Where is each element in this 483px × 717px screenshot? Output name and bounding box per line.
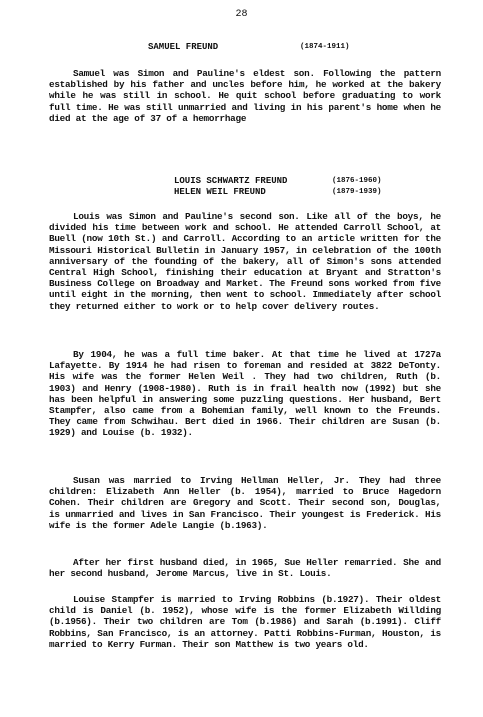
louis-paragraph-3: Susan was married to Irving Hellman Heller, Jr. They had three children: Elizabeth Ann Heller (b. 1954), married to Bruce Hagedorn Cohen. Their children are Gregory and Scott. Their second son, Douglas, is unmarried and lives in San Francisco. Their youngest is Frederick. His wife is the former Adele Langie (b.1963). xyxy=(49,475,441,531)
louis-paragraph-5: Louise Stampfer is married to Irving Robbins (b.1927). Their oldest child is Daniel (b. 1952), whose wife is the former Elizabeth Willding (b.1956). Their two children are Tom (b.1986) and Sarah (b.1991). Cliff Robbins, San Francisco, is an attorney. Patti Robbins-Furman, Houston, is married to Kerry Furman. Their son Matthew is two years old. xyxy=(49,594,441,650)
samuel-name: SAMUEL FREUND xyxy=(148,42,219,52)
louis-paragraph-1: Louis was Simon and Pauline's second son. Like all of the boys, he divided his time between work and school. He attended Carroll School, at Buell (now 10th St.) and Carroll. According to an article written for the Missouri Historical Bulletin in January 1957, in celebration of the 100th anniversary of the founding of the bakery, all of Simon's sons attended Central High School, finishing their education at Bryant and Stratton's Business College on Broadway and Market. The Freund sons worked from five until eight in the morning, then went to school. Immediately after school they returned either to work or to help cover delivery routes. xyxy=(49,211,441,312)
louis-dates: (1876-1960) xyxy=(332,177,382,185)
page-number: 28 xyxy=(235,9,248,20)
helen-name: HELEN WEIL FREUND xyxy=(174,187,266,197)
louis-name: LOUIS SCHWARTZ FREUND xyxy=(174,176,288,186)
samuel-dates: (1874-1911) xyxy=(300,43,350,51)
helen-dates: (1879-1939) xyxy=(332,188,382,196)
louis-paragraph-2: By 1904, he was a full time baker. At that time he lived at 1727a Lafayette. By 1914 he had risen to foreman and resided at 3822 DeTonty. His wife was the former Helen Weil . They had two children, Ruth (b. 1903) and Henry (1908-1980). Ruth is in frail health now (1992) but she has been helpful in answering some puzzling questions. Her husband, Bert Stampfer, also came from a Bohemian family, well known to the Freunds. They came from Schwihau. Bert died in 1966. Their children are Susan (b. 1929) and Louise (b. 1932). xyxy=(49,349,441,439)
louis-paragraph-4: After her first husband died, in 1965, Sue Heller remarried. She and her second husband, Jerome Marcus, live in St. Louis. xyxy=(49,557,441,580)
samuel-heading xyxy=(148,42,218,52)
samuel-paragraph: Samuel was Simon and Pauline's eldest son. Following the pattern established by his father and uncles before him, he worked at the bakery while he was still in school. He quit school before graduating to work full time. He was still unmarried and living in his parent's home when he died at the age of 37 of a hemorrhage xyxy=(49,68,441,124)
